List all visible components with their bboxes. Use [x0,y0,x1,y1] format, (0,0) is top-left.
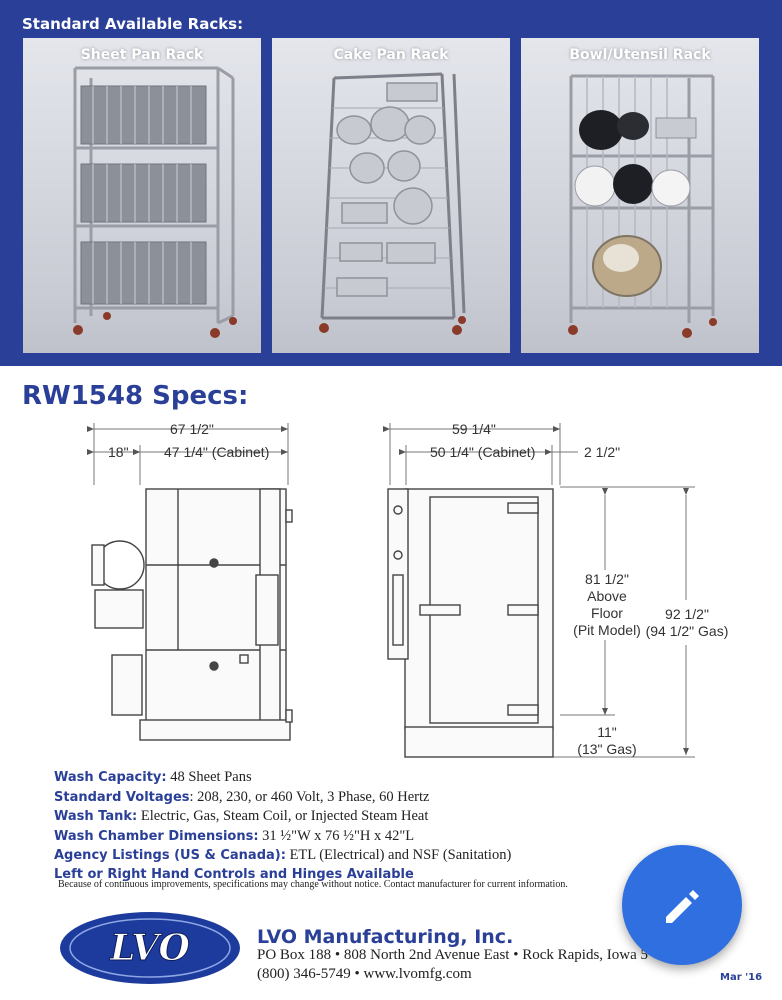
side-controls-width: 18" [108,444,129,460]
company-contact: (800) 346-5749 • www.lvomfg.com [257,966,472,982]
side-cabinet-width: 47 1/4" (Cabinet) [164,444,270,460]
rack-card-sheet-pan [23,38,261,353]
side-view-machine [92,489,292,740]
front-cabinet-width: 50 1/4" (Cabinet) [430,444,536,460]
spec-wash-chamber-dimensions: Wash Chamber Dimensions: 31 ½"W x 76 ½"H x 42"L [54,827,415,844]
pit-depth: 11" (13" Gas) [577,724,637,757]
front-overall-width: 59 1/4" [452,421,496,437]
pencil-icon [658,881,706,929]
racks-heading: Standard Available Racks: [22,15,244,33]
company-name: LVO Manufacturing, Inc. [257,926,514,948]
controls-hinges-note: Left or Right Hand Controls and Hinges Available [54,866,414,882]
date-code: Mar '16 [720,972,763,983]
spec-wash-capacity: Wash Capacity: 48 Sheet Pans [54,769,252,785]
company-address: PO Box 188 • 808 North 2nd Avenue East • Rock Rapids, Iowa 5 [257,947,649,963]
rack-title-cake-pan: Cake Pan Rack [333,47,449,63]
rack-title-sheet-pan: Sheet Pan Rack [80,47,204,63]
height-above-floor: 81 1/2" Above Floor (Pit Model) [573,571,641,638]
lvo-logo [58,910,242,986]
racks-banner [0,0,782,366]
side-overall-width: 67 1/2" [170,421,214,437]
spec-wash-tank: Wash Tank: Electric, Gas, Steam Coil, or Injected Steam Heat [54,808,429,824]
svg-text:LVO: LVO [110,927,190,969]
rack-card-bowl-utensil [521,38,759,353]
rack-card-cake-pan [272,38,510,353]
edit-button[interactable] [622,845,742,965]
rack-title-bowl-utensil: Bowl/Utensil Rack [569,47,711,63]
sheet-pan-rack-photo [23,38,261,353]
cake-pan-rack-photo [272,38,510,353]
bowl-utensil-rack-photo [521,38,759,353]
specs-list [54,768,694,884]
spec-standard-voltages: Standard Voltages: 208, 230, or 460 Volt, 3 Phase, 60 Hertz [54,788,430,805]
disclaimer: Because of continuous improvements, specifications may change without notice. Contact manufacturer for current information. [58,879,568,890]
front-side-clearance: 2 1/2" [584,444,621,460]
specs-heading: RW1548 Specs: [22,381,249,411]
spec-agency-listings: Agency Listings (US & Canada): ETL (Electrical) and NSF (Sanitation) [54,847,512,863]
total-height: 92 1/2" (94 1/2" Gas) [645,606,729,639]
front-view-machine [388,489,553,757]
dimension-drawings [0,415,782,765]
